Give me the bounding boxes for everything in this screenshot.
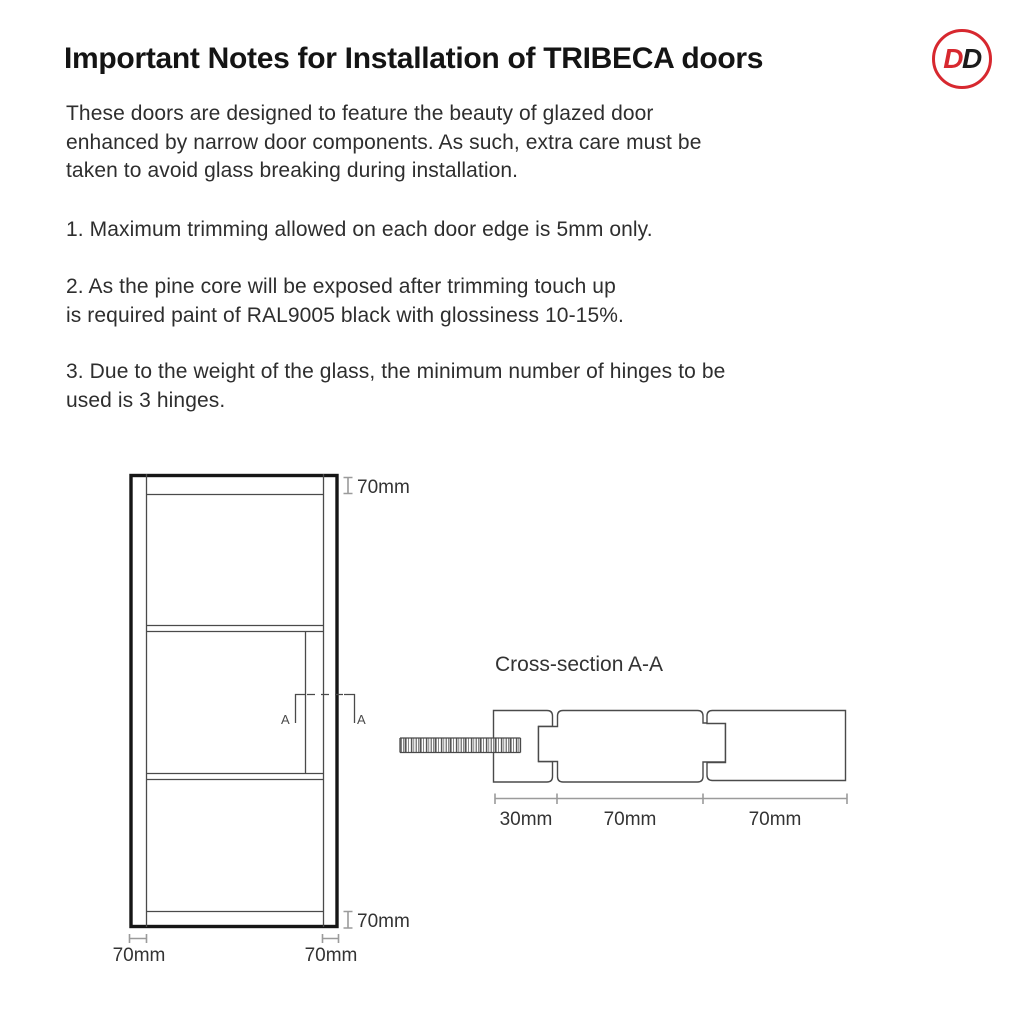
intro-line: enhanced by narrow door components. As such, extra care must be (66, 130, 702, 154)
dim-stile-70mm: 70mm (603, 809, 657, 830)
glass-pane-hatch (400, 738, 521, 753)
note-line: 1. Maximum trimming allowed on each door edge is 5mm only. (66, 218, 653, 241)
profile-stile-70mm (539, 711, 726, 783)
note-line: 3. Due to the weight of the glass, the minimum number of hinges to be (66, 360, 726, 383)
logo-letter-1: D (943, 43, 962, 74)
dim-right-stile: 70mm (304, 945, 358, 966)
note-line: is required paint of RAL9005 black with glossiness 10-15%. (66, 303, 624, 327)
profile-edge-70mm (707, 711, 846, 781)
intro-line: These doors are designed to feature the beauty of glazed door (66, 102, 654, 125)
dim-left-stile: 70mm (112, 945, 166, 966)
section-cut-marker (296, 695, 355, 724)
logo-letter-2: D (962, 43, 981, 74)
note-line: 2. As the pine core will be exposed after trimming touch up (66, 275, 616, 298)
note-line: used is 3 hinges. (66, 388, 226, 412)
dim-bottom-rail: 70mm (357, 911, 410, 932)
section-label-a-left: A (281, 712, 290, 727)
cross-section-drawing (400, 711, 847, 805)
cross-section-title: Cross-section A-A (495, 653, 664, 676)
page-title: Important Notes for Installation of TRIBECA doors (64, 42, 764, 75)
door-elevation-drawing (130, 474, 355, 943)
dimension-brackets (130, 478, 353, 944)
dim-edge-70mm: 70mm (748, 809, 802, 830)
intro-line: taken to avoid glass breaking during installation. (66, 159, 519, 182)
section-dimension-line (495, 794, 847, 805)
dim-top-rail: 70mm (357, 477, 410, 498)
section-label-a-right: A (357, 712, 366, 727)
dim-bead-30mm: 30mm (499, 809, 553, 830)
